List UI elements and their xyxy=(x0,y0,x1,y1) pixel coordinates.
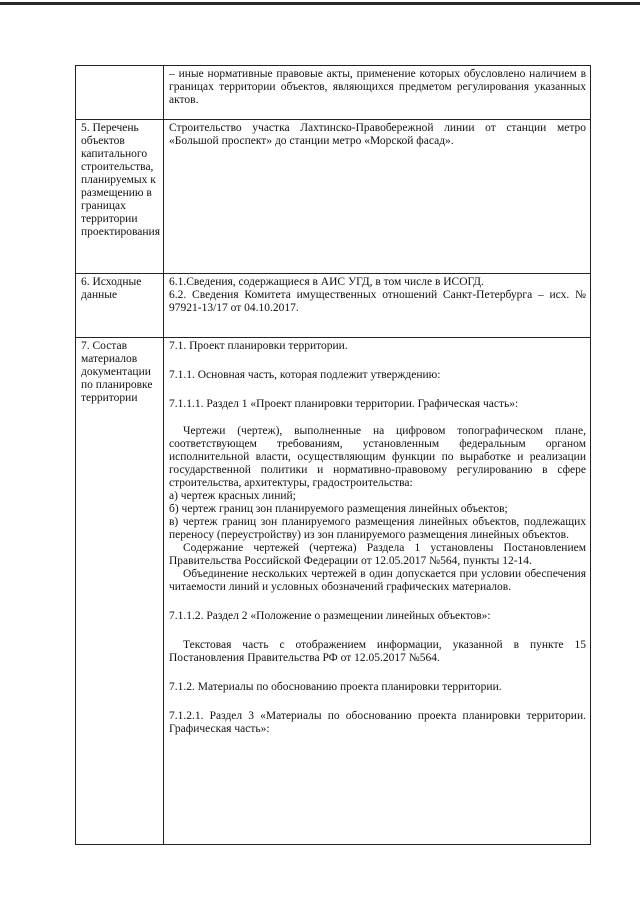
table-row xyxy=(76,66,591,120)
paragraph: 7.1.2. Материалы по обоснованию проекта планировки территории. xyxy=(169,681,502,693)
paragraph: 7.1. Проект планировки территории. xyxy=(169,340,348,352)
paragraph: Текстовая часть с отображением информации, указанной в пункте 15 Постановления Правительства РФ от 12.05.2017 №564. xyxy=(169,639,586,664)
paragraph: Чертежи (чертеж), выполненные на цифровом топографическом плане, соответствующем требованиям, установленным федеральным органом исполнительной власти, осуществляющим функции по выработке и реализации государственной политики и нормативно-правовому регулированию в сфере строительства, архитектуры, градостроительства: xyxy=(169,425,586,489)
row-label xyxy=(76,66,164,120)
paragraph: Содержание чертежей (чертежа) Раздела 1 установлены Постановлением Правительства Российской Федерации от 12.05.2017 №564, пункты 12-14. xyxy=(169,542,586,567)
paragraph: 6.2. Сведения Комитета имущественных отношений Санкт-Петербурга – исх. № 97921-13/17 от 04.10.2017. xyxy=(169,289,586,314)
assignment-table xyxy=(75,65,591,845)
paragraph: Объединение нескольких чертежей в один допускается при условии обеспечения читаемости линий и условных обозначений графических материалов. xyxy=(169,568,586,593)
list-item: б) чертеж границ зон планируемого размещения линейных объектов; xyxy=(169,503,508,515)
paragraph: 7.1.1. Основная часть, которая подлежит утверждению: xyxy=(169,369,441,381)
row-label: 5. Перечень объектов капитального строительства, планируемых к размещению в границах территории проектирования xyxy=(76,120,164,274)
row-label: 6. Исходные данные xyxy=(76,274,164,338)
paragraph: – иные нормативные правовые акты, применение которых обусловлено наличием в границах территории объектов, являющихся предметом регулирования указанных актов. xyxy=(169,68,586,106)
row-label: 7. Состав материалов документации по планировке территории xyxy=(76,338,164,845)
row-content xyxy=(164,66,591,120)
paragraph: Строительство участка Лахтинско-Правобережной линии от станции метро «Большой проспект» до станции метро «Морской фасад». xyxy=(169,122,586,147)
row-content xyxy=(164,274,591,338)
list-item: а) чертеж красных линий; xyxy=(169,490,296,502)
table-row xyxy=(76,274,591,338)
row-content xyxy=(164,120,591,274)
paragraph: 7.1.2.1. Раздел 3 «Материалы по обоснованию проекта планировки территории. Графическая часть»: xyxy=(169,710,586,735)
paragraph: 6.1.Сведения, содержащиеся в АИС УГД, в том числе в ИСОГД. xyxy=(169,276,484,288)
row-content xyxy=(164,338,591,845)
table-row xyxy=(76,338,591,845)
list-item: в) чертеж границ зон планируемого размещения линейных объектов, подлежащих переносу (переустройству) из зон планируемого размещения линейных объектов. xyxy=(169,516,586,541)
paragraph: 7.1.1.1. Раздел 1 «Проект планировки территории. Графическая часть»: xyxy=(169,398,519,410)
scan-edge-line xyxy=(0,2,640,5)
paragraph: 7.1.1.2. Раздел 2 «Положение о размещении линейных объектов»: xyxy=(169,610,491,622)
table-row xyxy=(76,120,591,274)
